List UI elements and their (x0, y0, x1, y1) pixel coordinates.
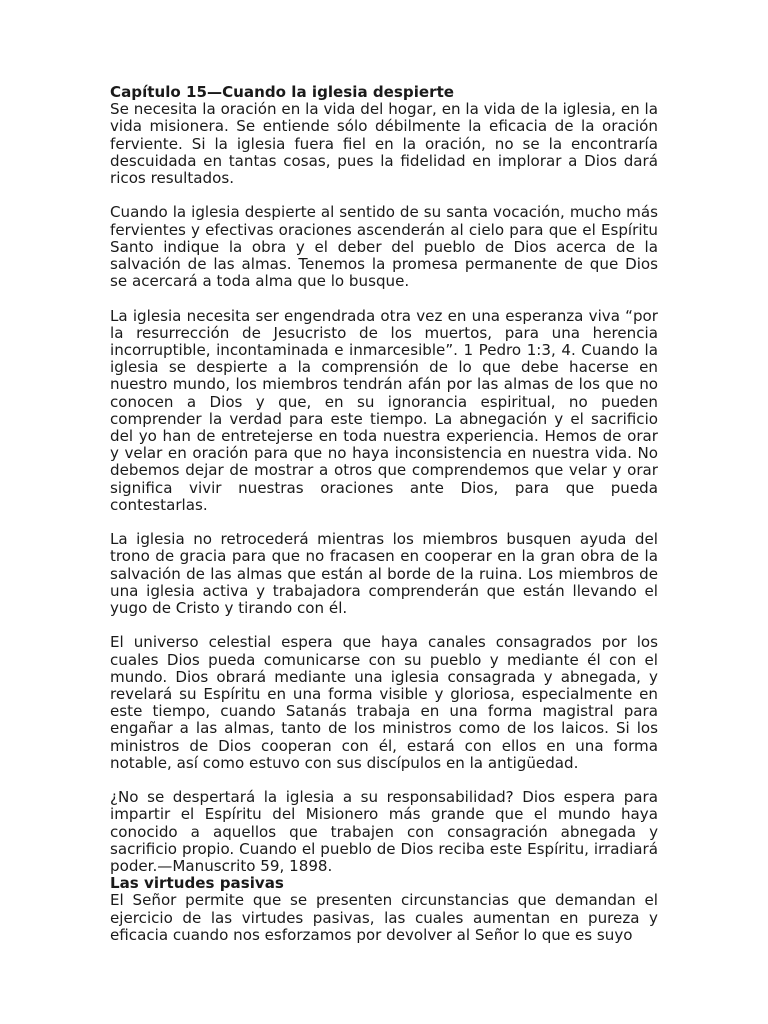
paragraph-4: La iglesia no retrocederá mientras los miembros busquen ayuda del trono de gracia para que no fracasen en cooperar en la gran obra de la salvación de las almas que están al borde de la ruina. Los miembros de una iglesia activa y trabajadora comprenderán que están llevando el yugo de Cristo y tirando con él. (110, 530, 658, 618)
paragraph-1: Se necesita la oración en la vida del hogar, en la vida de la iglesia, en la vida misionera. Se entiende sólo débilmente la eficacia de la oración ferviente. Si la iglesia fuera fiel en la oración, no se la encontraría descuidada en tantas cosas, pues la fidelidad en implorar a Dios dará ricos resultados. (110, 100, 658, 188)
paragraph-2: Cuando la iglesia despierte al sentido de su santa vocación, mucho más fervientes y efectivas oraciones ascenderán al cielo para que el Espíritu Santo indique la obra y el deber del pueblo de Dios acerca de la salvación de las almas. Tenemos la promesa permanente de que Dios se acercará a toda alma que lo busque. (110, 203, 658, 291)
document-page (110, 84, 658, 944)
section-title: Las virtudes pasivas (110, 874, 284, 893)
chapter-title: Capítulo 15—Cuando la iglesia despierte (110, 83, 455, 101)
paragraph-6: ¿No se despertará la iglesia a su responsabilidad? Dios espera para impartir el Espíritu del Misionero más grande que el mundo haya conocido a aquellos que trabajen con consagración abnegada y sacrificio propio. Cuando el pueblo de Dios reciba este Espíritu, irradiará poder.—Manuscrito 59, 1898. (110, 788, 658, 876)
paragraph-3: La iglesia necesita ser engendrada otra vez en una esperanza viva “por la resurrección de Jesucristo de los muertos, para una herencia incorruptible, incontaminada e inmarcesible”. 1 Pedro 1:3, 4. Cuando la iglesia se despierte a la comprensión de lo que debe hacerse en nuestro mundo, los miembros tendrán afán por las almas de los que no conocen a Dios y que, en su ignorancia espiritual, no pueden comprender la verdad para este tiempo. La abnegación y el sacrificio del yo han de entretejerse en toda nuestra experiencia. Hemos de orar y velar en oración para que no haya inconsistencia en nuestra vida. No debemos dejar de mostrar a otros que comprendemos que velar y orar significa vivir nuestras oraciones ante Dios, para que pueda contestarlas. (110, 306, 658, 514)
section-paragraph: El Señor permite que se presenten circunstancias que demandan el ejercicio de las virtudes pasivas, las cuales aumentan en pureza y eficacia cuando nos esforzamos por devolver al Señor lo que es suyo (110, 891, 658, 944)
paragraph-5: El universo celestial espera que haya canales consagrados por los cuales Dios pueda comunicarse con su pueblo y mediante él con el mundo. Dios obrará mediante una iglesia consagrada y abnegada, y revelará su Espíritu en una forma visible y gloriosa, especialmente en este tiempo, cuando Satanás trabaja en una forma magistral para engañar a las almas, tanto de los ministros como de los laicos. Si los ministros de Dios cooperan con él, estará con ellos en una forma notable, así como estuvo con sus discípulos en la antigüedad. (110, 633, 658, 772)
